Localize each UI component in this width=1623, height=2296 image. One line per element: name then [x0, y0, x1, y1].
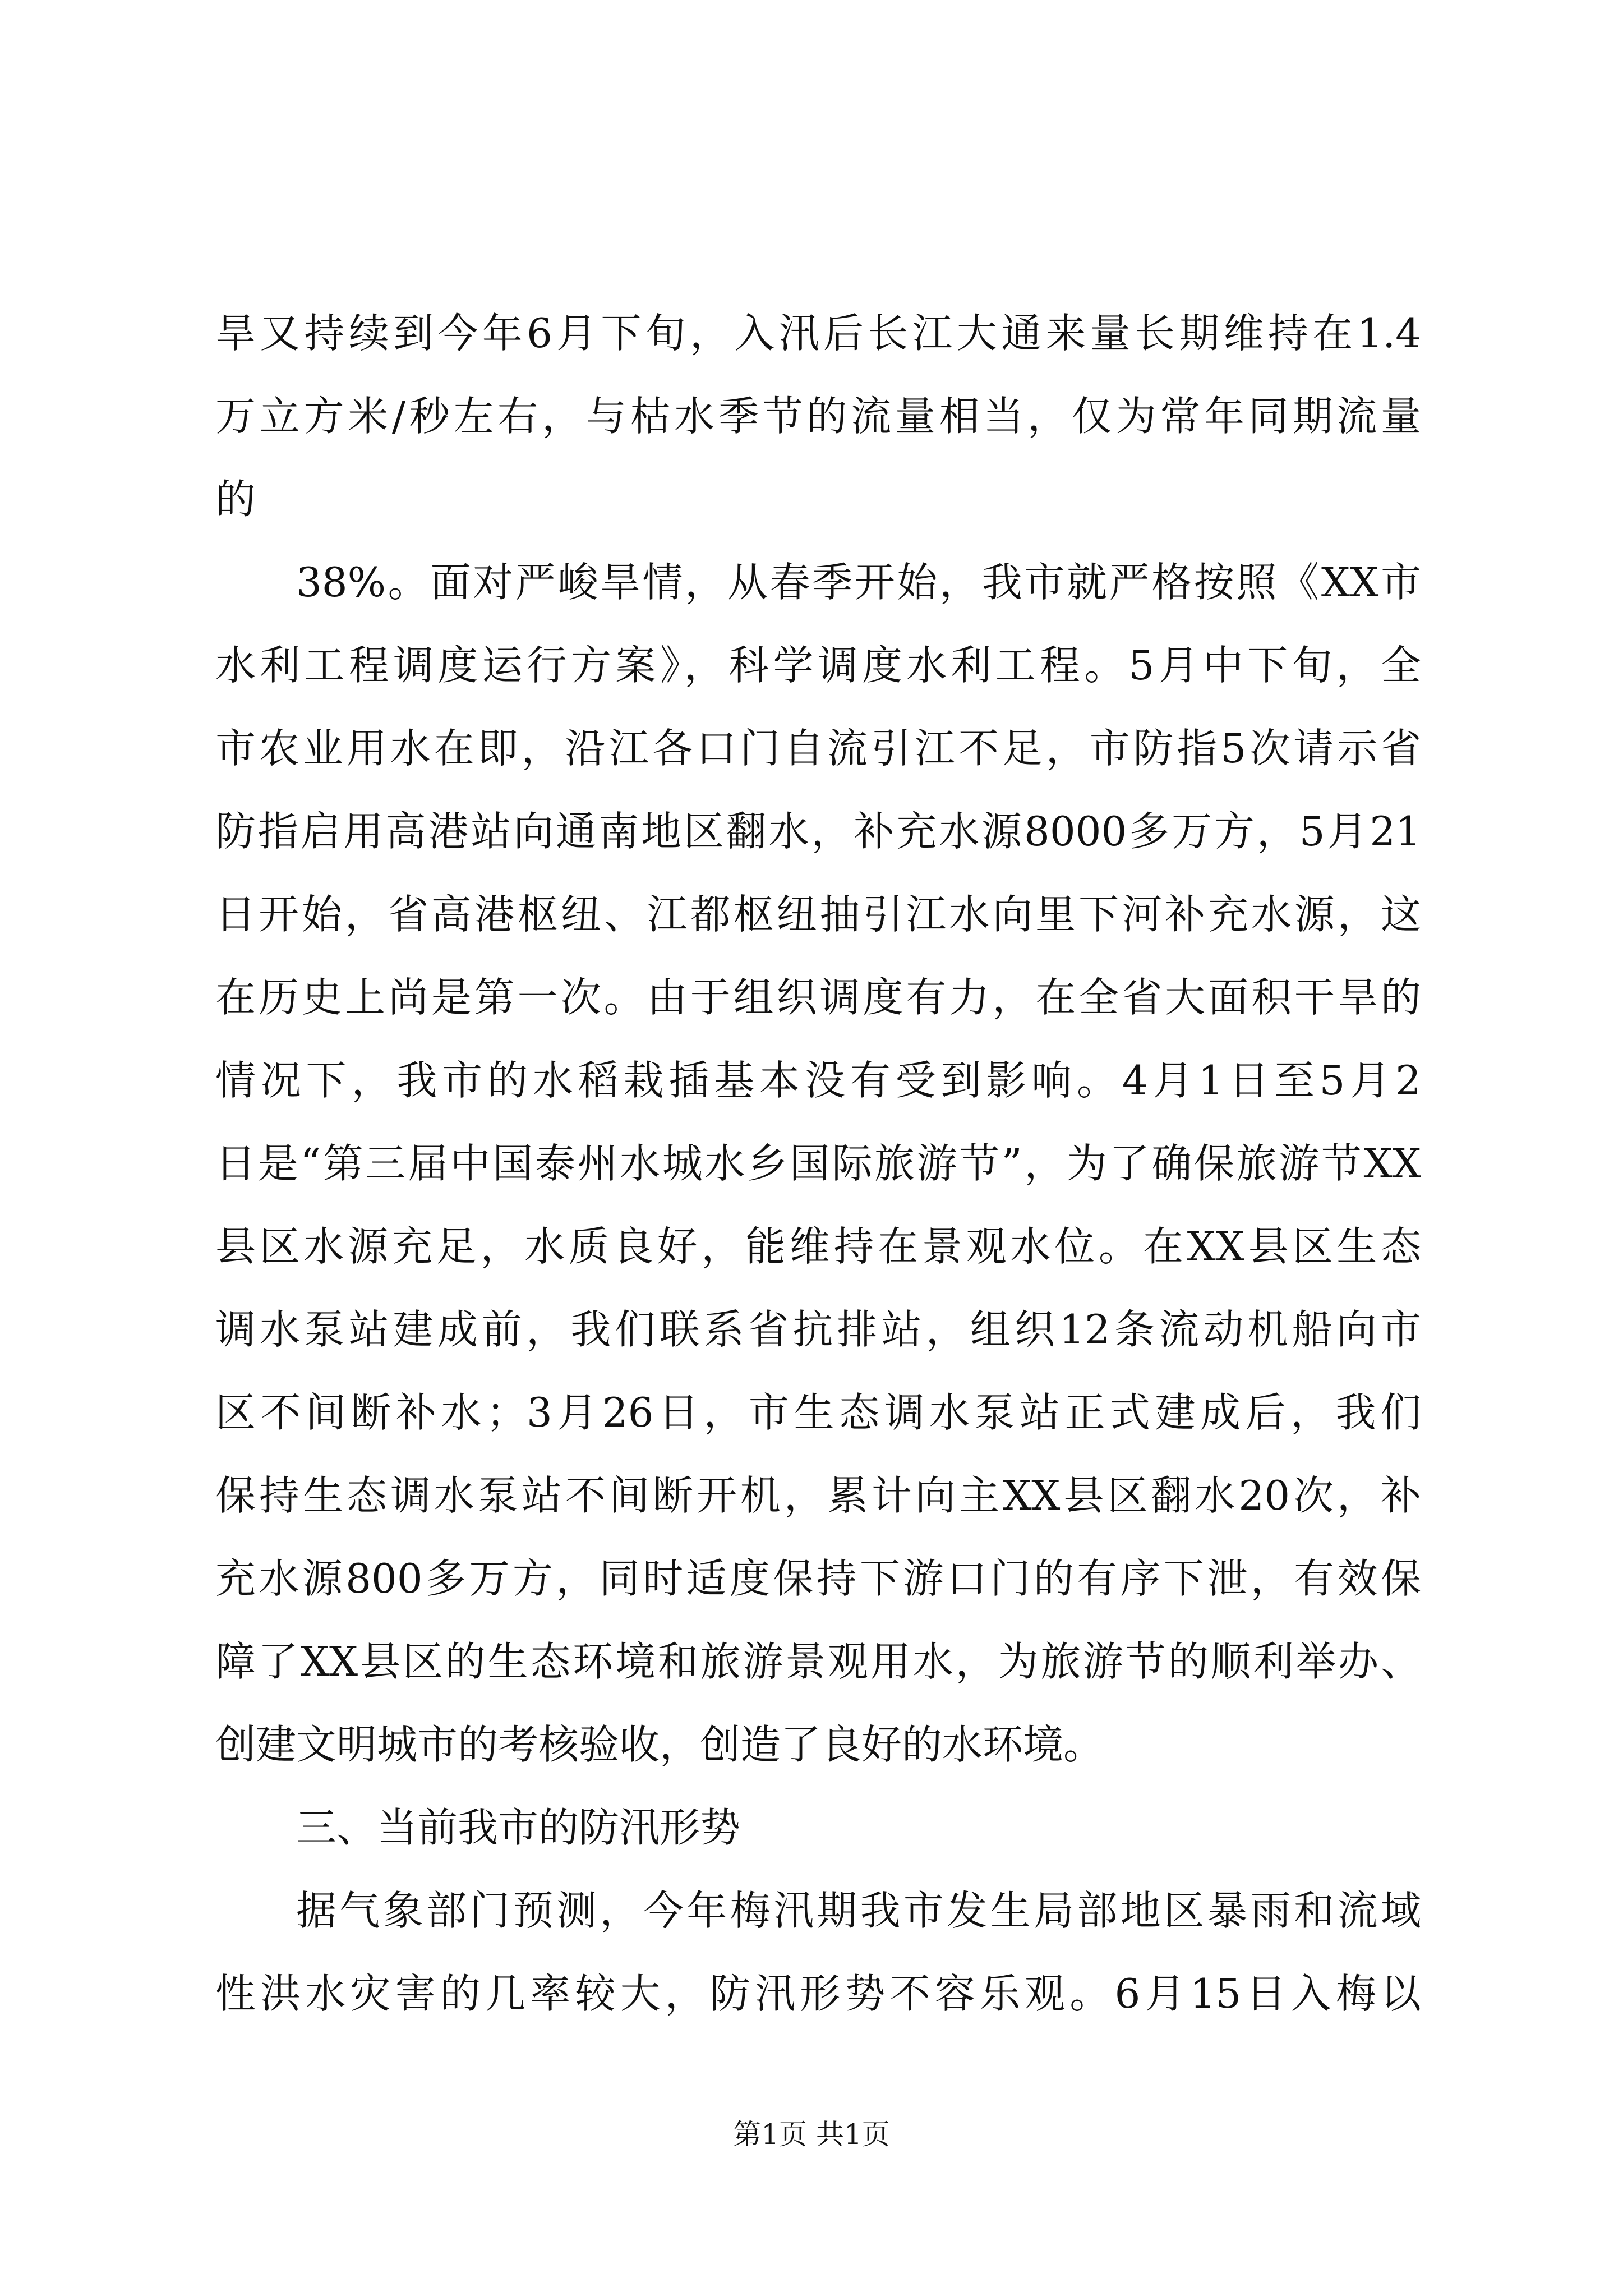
paragraph-line: 的 — [215, 476, 256, 523]
paragraph-line: 市农业用水在即，沿江各口门自流引江不足，市防指5次请示省 — [215, 725, 1421, 772]
paragraph-line: 水利工程调度运行方案》，科学调度水利工程。5月中下旬，全 — [215, 642, 1421, 689]
paragraph-line: 调水泵站建成前，我们联系省抗排站，组织12条流动机船向市 — [215, 1306, 1421, 1353]
paragraph-line: 县区水源充足，水质良好，能维持在景观水位。在XX县区生态 — [215, 1223, 1421, 1270]
paragraph-line: 38%。面对严峻旱情，从春季开始，我市就严格按照《XX市 — [296, 559, 1421, 606]
paragraph-line: 据气象部门预测，今年梅汛期我市发生局部地区暴雨和流域 — [296, 1887, 1421, 1934]
paragraph-line: 障了XX县区的生态环境和旅游景观用水，为旅游节的顺利举办、 — [215, 1638, 1421, 1685]
paragraph-line: 充水源800多万方，同时适度保持下游口门的有序下泄，有效保 — [215, 1555, 1421, 1602]
section-heading: 三、当前我市的防汛形势 — [296, 1804, 741, 1851]
paragraph-line: 防指启用高港站向通南地区翻水，补充水源8000多万方，5月21 — [215, 808, 1421, 855]
paragraph-line: 保持生态调水泵站不间断开机，累计向主XX县区翻水20次，补 — [215, 1472, 1421, 1519]
paragraph-line: 情况下，我市的水稻栽插基本没有受到影响。4月1日至5月2 — [215, 1057, 1421, 1104]
paragraph-line: 日是“第三届中国泰州水城水乡国际旅游节”，为了确保旅游节XX — [215, 1140, 1421, 1187]
paragraph-line: 区不间断补水；3月26日，市生态调水泵站正式建成后，我们 — [215, 1389, 1421, 1436]
paragraph-line: 在历史上尚是第一次。由于组织调度有力，在全省大面积干旱的 — [215, 974, 1421, 1021]
paragraph-line: 旱又持续到今年6月下旬，入汛后长江大通来量长期维持在1.4 — [215, 310, 1421, 357]
paragraph-line: 万立方米/秒左右，与枯水季节的流量相当，仅为常年同期流量 — [215, 393, 1421, 440]
paragraph-line: 性洪水灾害的几率较大，防汛形势不容乐观。6月15日入梅以 — [215, 1970, 1421, 2017]
paragraph-line: 日开始，省高港枢纽、江都枢纽抽引江水向里下河补充水源，这 — [215, 891, 1421, 938]
paragraph-line: 创建文明城市的考核验收，创造了良好的水环境。 — [215, 1721, 1104, 1768]
page-footer: 第1页 共1页 — [733, 2118, 890, 2151]
